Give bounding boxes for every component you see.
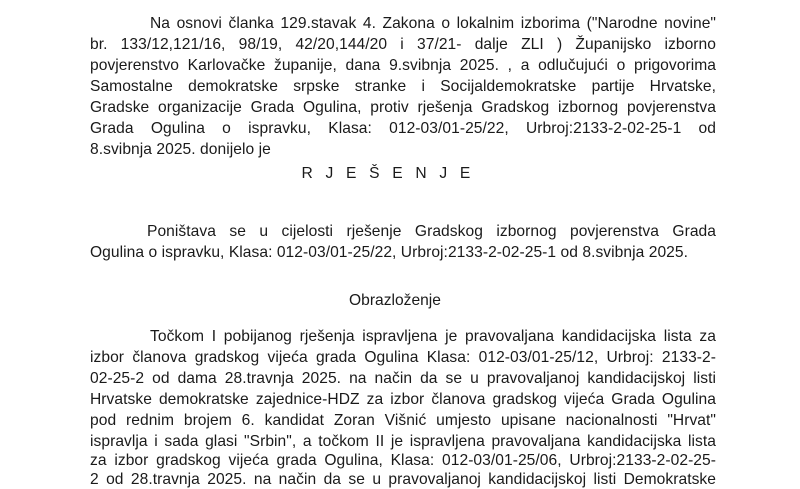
decision-line-1: Poništava se u cijelosti rješenje Gradskog izbornog povjerenstva Grada bbox=[147, 223, 716, 240]
reasoning-line-2: izbor članova gradskog vijeća grada Ogulina Klasa: 012-03/01-25/12, Urbroj: 2133-2- bbox=[90, 349, 716, 366]
intro-line-1: Na osnovi članka 129.stavak 4. Zakona o lokalnim izborima ("Narodne novine" bbox=[150, 15, 716, 32]
decision-title: R J E Š E N J E bbox=[301, 165, 475, 182]
reasoning-line-3: 02-25-2 od dama 28.travnja 2025. na način da se u pravovaljanoj kandidacijskoj listi bbox=[90, 370, 716, 387]
intro-line-4: Samostalne demokratske srpske stranke i Socijaldemokratske partije Hrvatske, bbox=[90, 78, 716, 95]
decision-line-2: Ogulina o ispravku, Klasa: 012-03/01-25/22, Urbroj:2133-2-02-25-1 od 8.svibnja 2025. bbox=[90, 244, 688, 261]
reasoning-line-6: ispravlja i sada glasi "Srbin", a točkom II je ispravljena pravovaljana kandidacijska lista bbox=[90, 433, 716, 450]
reasoning-title: Obrazloženje bbox=[349, 292, 441, 309]
reasoning-line-7: za izbor gradskog vijeća grada Ogulina, Klasa: 012-03/01-25/06, Urbroj:2133-2-02-25- bbox=[90, 452, 716, 469]
intro-line-3: povjerenstvo Karlovačke županije, dana 9.svibnja 2025. , a odlučujući o prigovorima bbox=[90, 57, 716, 74]
reasoning-line-8: 2 od 28.travnja 2025. na način da se u pravovaljanoj kandidacijskoj listi Demokratske bbox=[90, 471, 716, 488]
intro-line-2: br. 133/12,121/16, 98/19, 42/20,144/20 i 37/21- dalje ZLI ) Županijsko izborno bbox=[90, 36, 716, 53]
intro-line-5: Gradske organizacije Grada Ogulina, protiv rješenja Gradskog izbornog povjerenstva bbox=[90, 99, 716, 116]
reasoning-line-5: pod rednim brojem 6. kandidat Zoran Višnić umjesto upisane nacionalnosti "Hrvat" bbox=[90, 412, 716, 429]
reasoning-line-4: Hrvatske demokratske zajednice-HDZ za izbor članova gradskog vijeća Grada Ogulina bbox=[90, 391, 716, 408]
reasoning-line-1: Točkom I pobijanog rješenja ispravljena je pravovaljana kandidacijska lista za bbox=[150, 328, 716, 345]
intro-line-6: Grada Ogulina o ispravku, Klasa: 012-03/01-25/22, Urbroj:2133-2-02-25-1 od bbox=[90, 120, 716, 137]
intro-line-7: 8.svibnja 2025. donijelo je bbox=[90, 141, 271, 158]
